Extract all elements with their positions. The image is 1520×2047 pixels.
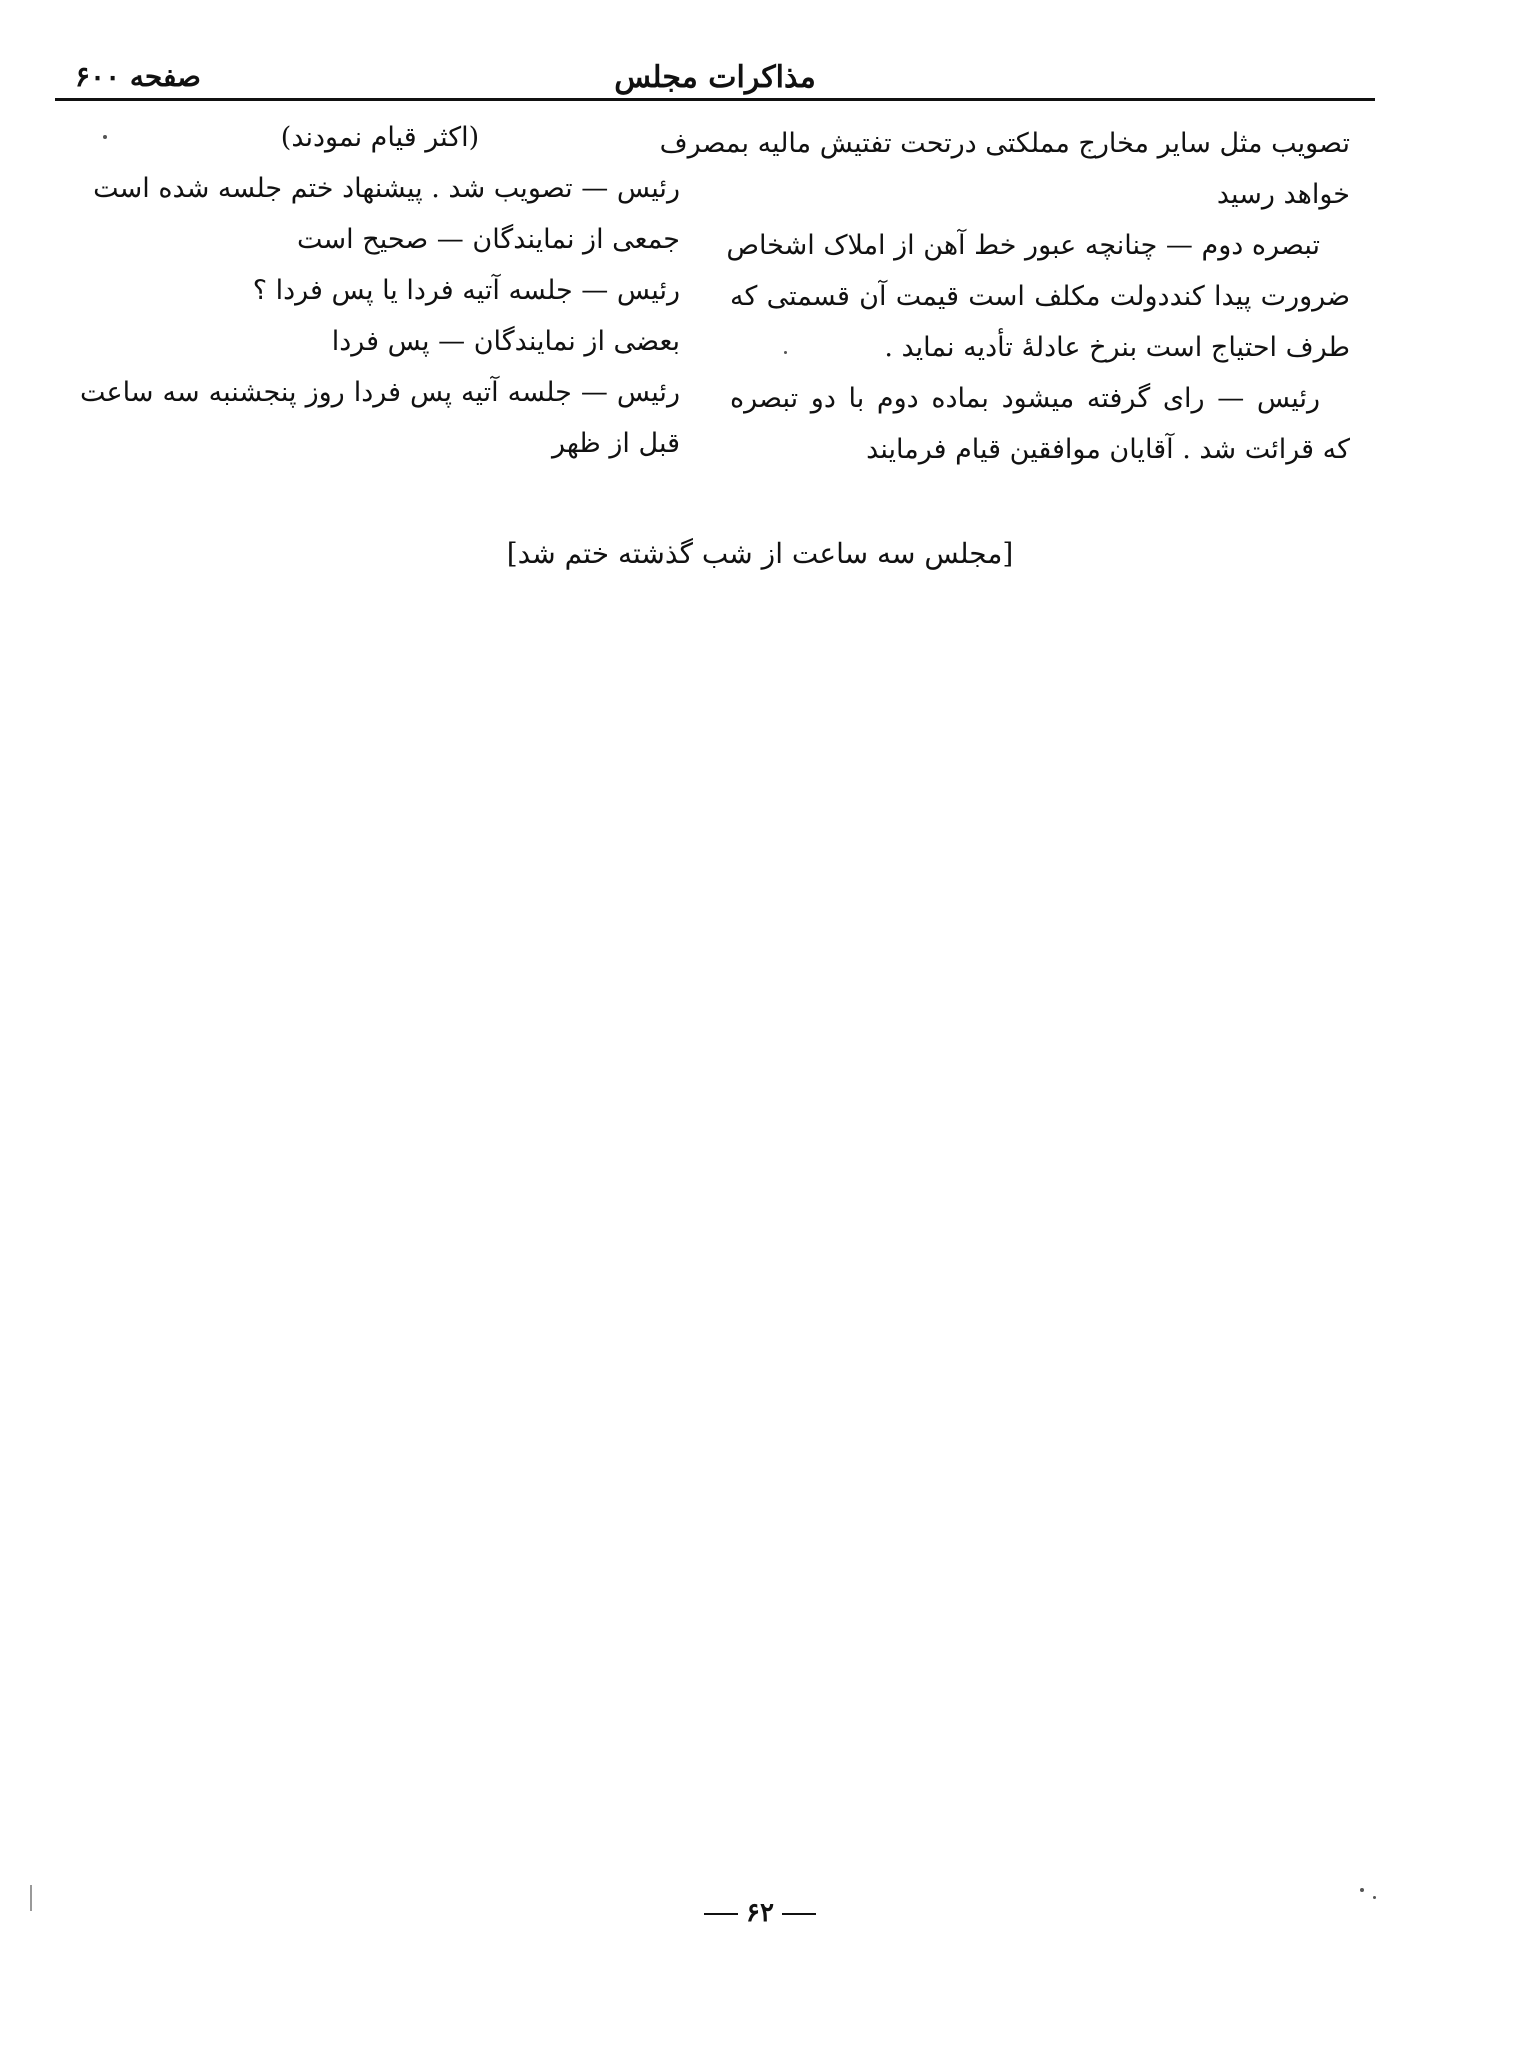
- text-line: جمعی از نمایندگان — صحیح است: [297, 224, 680, 255]
- text-line: رئیس — رای گرفته میشود بماده دوم با دو تبصره: [730, 383, 1320, 414]
- text-line: خواهد رسید: [1216, 179, 1350, 210]
- left-column: [80, 112, 680, 469]
- scan-margin-mark: [30, 1885, 32, 1911]
- right-column: [659, 118, 1350, 475]
- page-header: [55, 52, 1375, 102]
- text-line: که قرائت شد . آقایان موافقین قیام فرمایند: [866, 434, 1350, 465]
- page-title: مذاکرات مجلس: [614, 60, 816, 95]
- session-closing-note: [مجلس سه ساعت از شب گذشته ختم شد]: [506, 537, 1014, 570]
- text-line: ضرورت پیدا کنددولت مکلف است قیمت آن قسمتی که: [730, 281, 1350, 312]
- scan-speck: [784, 351, 787, 354]
- text-line: تبصره دوم — چنانچه عبور خط آهن از املاک اشخاص: [726, 230, 1320, 261]
- text-line: قبل از ظهر: [551, 428, 680, 459]
- scan-speck: [103, 135, 107, 139]
- text-line: بعضی از نمایندگان — پس فردا: [331, 326, 680, 357]
- text-line: رئیس — تصویب شد . پیشنهاد ختم جلسه شده است: [93, 173, 680, 204]
- footer-page-number: ۶۲: [746, 1898, 774, 1928]
- page-footer: [0, 1898, 1520, 1928]
- text-line: رئیس — جلسه آتیه پس فردا روز پنجشنبه سه ساعت: [80, 377, 680, 408]
- text-line: رئیس — جلسه آتیه فردا یا پس فردا ؟: [252, 275, 680, 306]
- scan-speck: [1373, 1896, 1376, 1899]
- text-line: (اکثر قیام نمودند): [280, 122, 480, 153]
- text-line: طرف احتیاج است بنرخ عادلهٔ تأدیه نماید .: [884, 332, 1350, 363]
- header-rule: [55, 98, 1375, 101]
- text-line: تصویب مثل سایر مخارج مملکتی درتحت تفتیش مالیه بمصرف: [659, 128, 1350, 159]
- footer-dash: [704, 1913, 738, 1915]
- page-number-label: صفحه ۶۰۰: [75, 60, 201, 93]
- footer-dash: [782, 1913, 816, 1915]
- scan-speck: [1360, 1888, 1364, 1892]
